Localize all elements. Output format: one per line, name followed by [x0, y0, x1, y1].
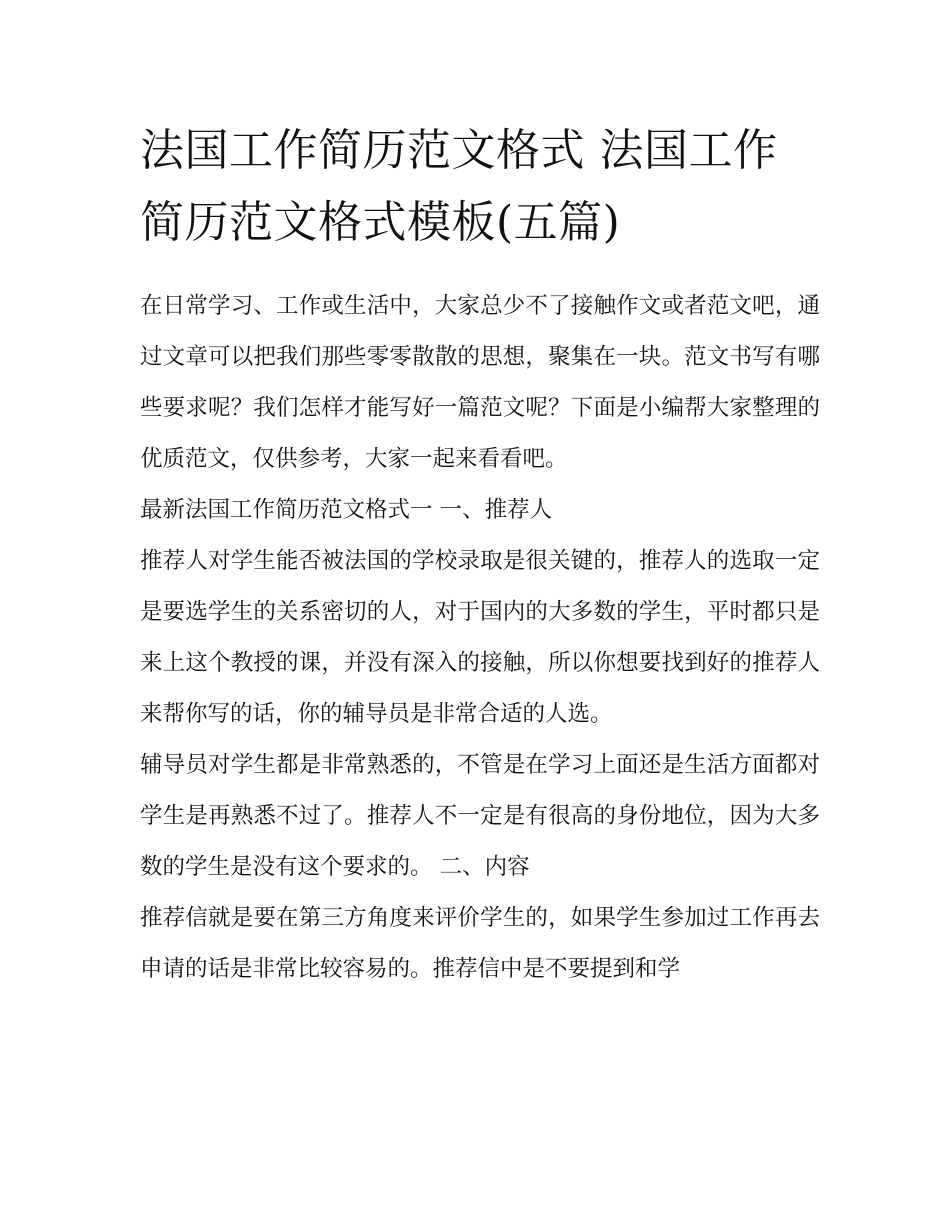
content-paragraph: 推荐信就是要在第三方角度来评价学生的，如果学生参加过工作再去申请的话是非常比较容易的。推荐信中是不要提到和学	[140, 905, 820, 982]
counselor-paragraph: 辅导员对学生都是非常熟悉的，不管是在学习上面还是生活方面都对学生是再熟悉不过了。推荐人不一定是有很高的身份地位，因为大多数的学生是没有这个要求的。 二、内容	[140, 752, 820, 880]
recommender-paragraph: 推荐人对学生能否被法国的学校录取是很关键的，推荐人的选取一定是要选学生的关系密切的人，对于国内的大多数的学生，平时都只是来上这个教授的课，并没有深入的接触，所以你想要找到好的推荐人来帮你写的话，你的辅导员是非常合适的人选。	[140, 548, 820, 727]
section-heading: 最新法国工作简历范文格式一 一、推荐人	[140, 497, 553, 523]
document-title: 法国工作简历范文格式 法国工作简历范文格式模板(五篇)	[140, 125, 778, 248]
document-body	[140, 281, 820, 995]
intro-paragraph: 在日常学习、工作或生活中，大家总少不了接触作文或者范文吧，通过文章可以把我们那些零零散散的思想，聚集在一块。范文书写有哪些要求呢？我们怎样才能写好一篇范文呢？下面是小编帮大家整理的优质范文，仅供参考，大家一起来看看吧。	[140, 293, 820, 472]
document-page	[140, 115, 820, 995]
